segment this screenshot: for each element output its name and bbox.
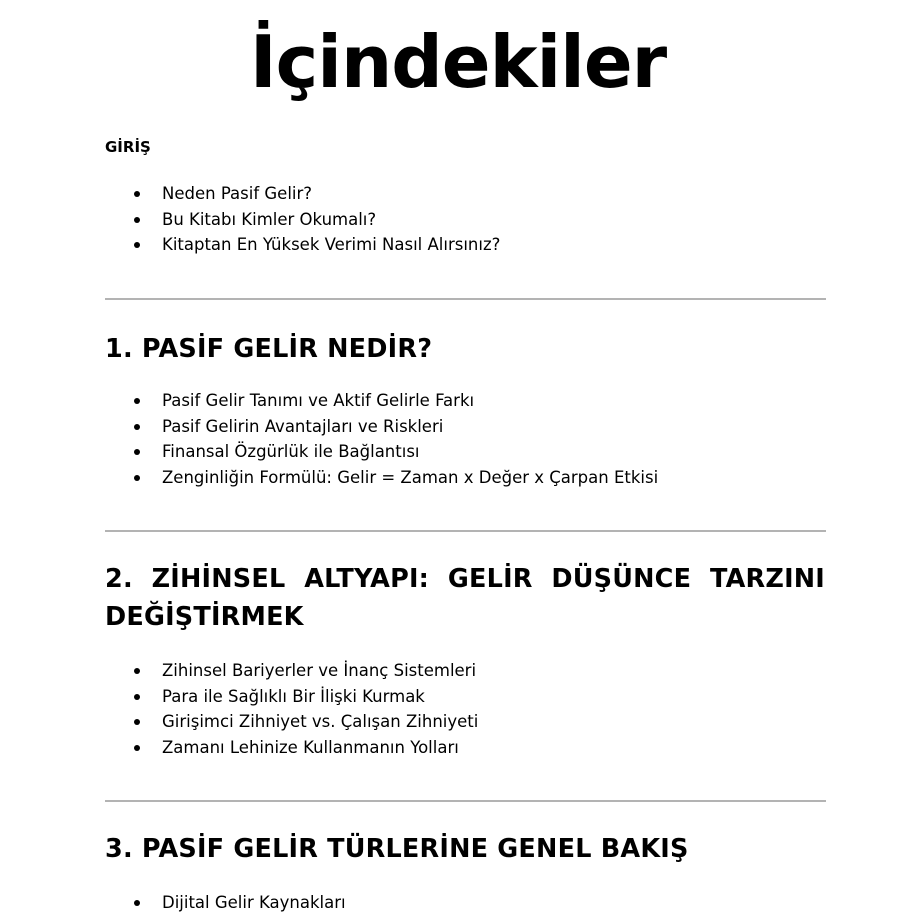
bullet-icon — [134, 900, 140, 906]
section-3-list — [130, 890, 346, 916]
list-item — [130, 735, 478, 761]
list-item — [130, 465, 658, 491]
bullet-icon — [134, 475, 140, 481]
list-item — [130, 439, 658, 465]
section-2-heading-line2: DEĞİŞTİRMEK — [105, 602, 304, 632]
bullet-icon — [134, 668, 140, 674]
section-1-list — [130, 388, 658, 490]
list-item — [130, 181, 500, 207]
list-item-text: Neden Pasif Gelir? — [162, 184, 313, 203]
section-divider — [105, 298, 826, 300]
section-2-heading-line1: 2. ZİHİNSEL ALTYAPI: GELİR DÜŞÜNCE TARZINI — [105, 564, 825, 594]
bullet-icon — [134, 719, 140, 725]
bullet-icon — [134, 398, 140, 404]
list-item — [130, 414, 658, 440]
list-item-text: Dijital Gelir Kaynakları — [162, 893, 346, 912]
list-item-text: Pasif Gelir Tanımı ve Aktif Gelirle Farkı — [162, 391, 475, 410]
document-title: İçindekiler — [249, 20, 667, 104]
list-item-text: Kitaptan En Yüksek Verimi Nasıl Alırsınız? — [162, 235, 501, 254]
section-2-heading — [105, 560, 825, 636]
list-item-text: Finansal Özgürlük ile Bağlantısı — [162, 442, 420, 461]
list-item — [130, 684, 478, 710]
list-item-text: Zenginliğin Formülü: Gelir = Zaman x Değer x Çarpan Etkisi — [162, 467, 659, 487]
list-item-text: Bu Kitabı Kimler Okumalı? — [162, 209, 377, 229]
list-item — [130, 890, 346, 916]
section-divider — [105, 800, 826, 802]
list-item — [130, 658, 478, 684]
list-item-text: Pasif Gelirin Avantajları ve Riskleri — [162, 416, 444, 436]
list-item-text: Para ile Sağlıklı Bir İlişki Kurmak — [162, 686, 425, 706]
list-item-text: Girişimci Zihniyet vs. Çalışan Zihniyeti — [162, 712, 479, 731]
bullet-icon — [134, 694, 140, 700]
bullet-icon — [134, 217, 140, 223]
bullet-icon — [134, 449, 140, 455]
list-item — [130, 207, 500, 233]
list-item — [130, 232, 500, 258]
section-2-list — [130, 658, 478, 760]
list-item — [130, 388, 658, 414]
list-item-text: Zihinsel Bariyerler ve İnanç Sistemleri — [162, 661, 477, 680]
section-1-heading: 1. PASİF GELİR NEDİR? — [105, 334, 433, 364]
list-item-text: Zamanı Lehinize Kullanmanın Yolları — [162, 737, 459, 757]
section-divider — [105, 530, 826, 532]
intro-heading: GİRİŞ — [105, 138, 151, 156]
bullet-icon — [134, 242, 140, 248]
section-3-heading: 3. PASİF GELİR TÜRLERİNE GENEL BAKIŞ — [105, 834, 689, 864]
list-item — [130, 709, 478, 735]
intro-list — [130, 181, 500, 258]
bullet-icon — [134, 745, 140, 751]
bullet-icon — [134, 191, 140, 197]
bullet-icon — [134, 424, 140, 430]
